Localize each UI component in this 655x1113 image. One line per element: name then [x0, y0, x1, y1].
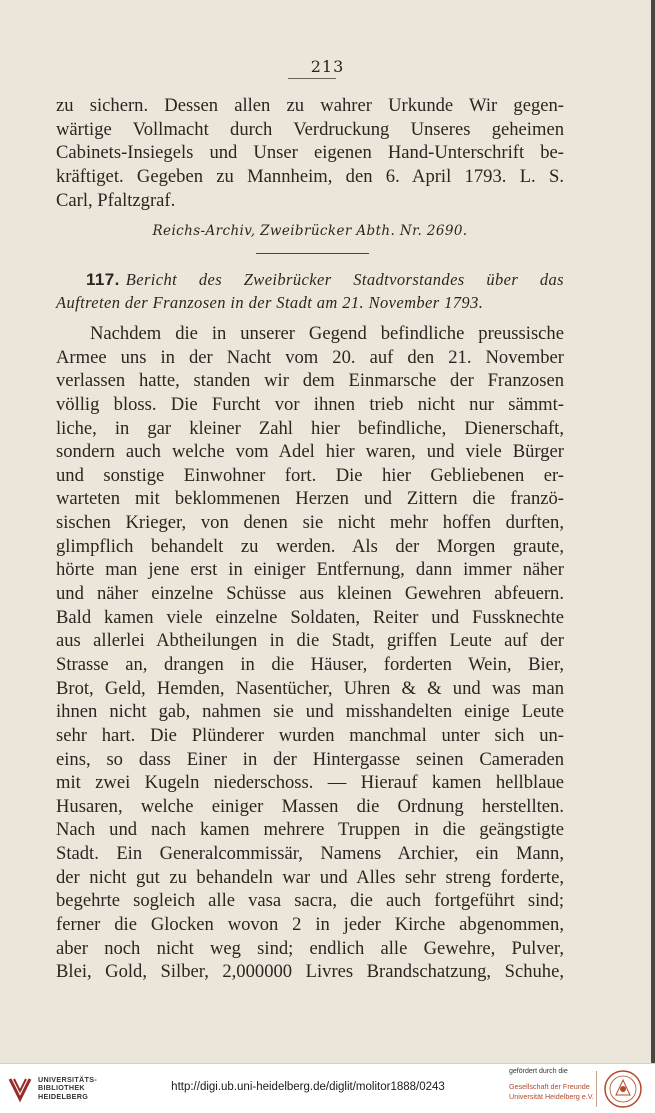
permalink-url[interactable]: http://digi.ub.uni-heidelberg.de/diglit/molitor1888/0243 — [171, 1081, 445, 1093]
text-line: ferner die Glocken wovon 2 in jeder Kirche abgenommen, — [56, 914, 564, 936]
sponsor-name — [509, 1082, 594, 1101]
section-divider — [256, 253, 369, 254]
text-line: liche, in gar kleiner Zahl hier befindliche, Dienerschaft, — [56, 417, 564, 439]
text-line: völlig bloss. Die Furcht vor ihnen trieb nicht nur sämmt- — [56, 393, 564, 415]
text-line: warteten mit beklommenen Herzen und Zittern die franzö- — [56, 488, 564, 510]
section-title-line: Bericht des Zweibrücker Stadtvorstandes über das — [125, 270, 564, 289]
viewer-footer — [0, 1063, 655, 1113]
text-line: und näher einzelne Schüsse aus kleinen Gewehren abfeuern. — [56, 583, 564, 605]
text-line: Cabinets-Insiegels und Unser eigenen Hand-Unterschrift be- — [56, 142, 564, 164]
text-line: eins, so dass Einer in der Hintergasse seinen Cameraden — [56, 748, 564, 770]
text-line: Armee uns in der Nacht vom 20. auf den 21. November — [56, 346, 564, 368]
text-line: Husaren, welche einiger Massen die Ordnung herstellten. — [56, 795, 564, 817]
text-line: Stadt. Ein Generalcommissär, Namens Archier, ein Mann, — [56, 843, 564, 865]
text-line: verlassen hatte, standen wir dem Einmarsche der Franzosen — [56, 370, 564, 392]
text-line: hörte man jene erst in einiger Entfernung, dann immer näher — [56, 559, 564, 581]
text-line: sondern auch welche vom Adel hier waren, und viele Bürger — [56, 441, 564, 463]
intro-paragraph — [56, 94, 564, 212]
source-reference: Reichs-Archiv, Zweibrücker Abth. Nr. 2690. — [152, 223, 468, 239]
text-line: ihnen nicht gab, nahmen sie und misshandelten einige Leute — [56, 701, 564, 723]
library-name-line: HEIDELBERG — [38, 1091, 89, 1101]
text-line: zu sichern. Dessen allen zu wahrer Urkunde Wir gegen- — [56, 95, 564, 116]
text-line: Nach und nach kamen mehrere Truppen in die geängstigte — [56, 819, 564, 841]
library-name-line: UNIVERSITÄTS- — [38, 1075, 98, 1084]
library-name-line: BIBLIOTHEK — [38, 1083, 85, 1093]
page-number: 213 — [310, 57, 345, 76]
library-logo-icon — [8, 1075, 32, 1103]
text-line: mit zwei Kugeln niederschoss. — Hierauf kamen hellblaue — [56, 772, 564, 794]
sponsor-name-line: Gesellschaft der Freunde — [509, 1082, 590, 1091]
sponsor-name-line: Universität Heidelberg e.V. — [509, 1091, 594, 1101]
library-name — [38, 1076, 97, 1101]
text-line: Carl, Pfaltzgraf. — [56, 189, 176, 211]
text-line: wärtige Vollmacht durch Verdruckung Unseres geheimen — [56, 118, 564, 140]
section-title-line: Auftreten der Franzosen in der Stadt am 21. November 1793. — [56, 293, 484, 312]
text-line: und sonstige Einwohner fort. Die hier Gebliebenen er- — [56, 464, 564, 486]
page-number-rule — [288, 78, 336, 79]
section-number: 117. — [86, 270, 120, 289]
text-line: Brot, Geld, Hemden, Nasentücher, Uhren & & und was man — [56, 677, 564, 699]
text-line: glimpflich behandelt zu werden. Als der Morgen graute, — [56, 535, 564, 557]
text-line: sehr hart. Die Plünderer wurden manchmal unter sich un- — [56, 724, 564, 746]
university-seal-icon — [602, 1069, 644, 1109]
text-line: der nicht gut zu behandeln war und Alles sehr streng forderte, — [56, 866, 564, 888]
sponsor-divider — [596, 1071, 597, 1107]
text-line: Bald kamen viele einzelne Soldaten, Reiter und Fussknechte — [56, 606, 564, 628]
text-line: kräftiget. Gegeben zu Mannheim, den 6. April 1793. L. S. — [56, 165, 564, 187]
section-heading — [56, 268, 564, 314]
text-line: aber noch nicht weg sind; endlich alle Gewehre, Pulver, — [56, 937, 564, 959]
text-line: Strasse an, drangen in die Häuser, forderten Wein, Bier, — [56, 653, 564, 675]
text-line: begehrte sogleich alle vasa sacra, die auch fortgeführt sind; — [56, 890, 564, 912]
text-line: Blei, Gold, Silber, 2,000000 Livres Brandschatzung, Schuhe, — [56, 961, 564, 983]
text-line: sischen Krieger, von denen sie nicht mehr hoffen durften, — [56, 512, 564, 534]
text-line: aus allerlei Abtheilungen in die Stadt, griffen Leute auf der — [56, 630, 564, 652]
body-paragraph — [56, 322, 564, 984]
text-line: Nachdem die in unserer Gegend befindliche preussische — [90, 323, 564, 344]
sponsor-label: gefördert durch die — [509, 1068, 568, 1075]
page-edge — [651, 0, 655, 1063]
